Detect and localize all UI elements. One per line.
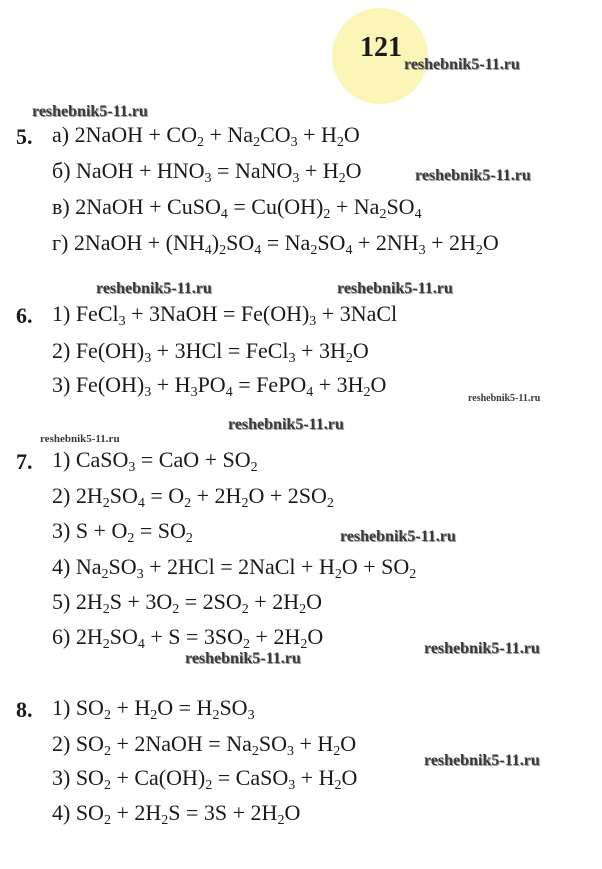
subscript: 3 xyxy=(118,314,126,329)
subscript: 2 xyxy=(184,496,192,511)
equation-line: 5) $2H_2S + 3O_2 = 2SO_2 + 2H_2O$ xyxy=(52,589,322,617)
subscript: 2 xyxy=(102,602,110,617)
subscript: 2 xyxy=(103,708,111,723)
subscript: 2 xyxy=(336,135,344,150)
watermark-text: reshebnik5-11.ru xyxy=(337,280,453,297)
watermark-text: reshebnik5-11.ru xyxy=(404,56,520,73)
subscript: 3 xyxy=(190,385,198,400)
equation-line: 1) CaSO$_3$ = CaO + $SO_2$ xyxy=(52,447,258,475)
subscript: 2 xyxy=(326,496,334,511)
subscript: 2 xyxy=(409,567,417,582)
subscript: 2 xyxy=(345,351,353,366)
subscript: 4 xyxy=(137,637,145,652)
subscript: 4 xyxy=(225,385,233,400)
subscript: 4 xyxy=(345,243,353,258)
equation-line: 3) $Fe(OH)_3 + H_3PO_4$ = FePO$_4$ + $3H_2O$ xyxy=(52,372,387,400)
subscript: 2 xyxy=(338,171,346,186)
subscript: 2 xyxy=(253,135,261,150)
watermark-text: reshebnik5-11.ru xyxy=(32,103,148,120)
subscript: 3 xyxy=(204,171,212,186)
equation-line: 4) $SO_2 + 2H_2S = 3S + 2H_2O$ xyxy=(52,800,301,828)
equation-line: 4) $Na_2SO_3 + 2HCl$ = 2NaCl + $H_2O + SO_2$ xyxy=(52,554,417,582)
watermark-text: reshebnik5-11.ru xyxy=(424,640,540,657)
subscript: 3 xyxy=(292,171,300,186)
subscript: 4 xyxy=(306,385,314,400)
watermark-text: reshebnik5-11.ru xyxy=(424,752,540,769)
subscript: 3 xyxy=(144,351,152,366)
equation-line: 2) $2H_2SO_4 = O_2 + 2H_2O + 2SO_2$ xyxy=(52,483,334,511)
subscript: 4 xyxy=(137,496,145,511)
equation-line: б) NaOH + $HNO_3$ = NaNO$_3$ + $H_2O$ xyxy=(52,158,362,186)
subscript: 3 xyxy=(286,744,294,759)
subscript: 2 xyxy=(150,708,158,723)
equation-line: 2) $SO_2$ + 2NaOH = $Na_2SO_3 + H_2O$ xyxy=(52,731,357,759)
subscript: 2 xyxy=(103,744,111,759)
task-number-7: 7. xyxy=(16,449,33,474)
subscript: 2 xyxy=(241,602,249,617)
subscript: 2 xyxy=(103,813,111,828)
watermark-text: reshebnik5-11.ru xyxy=(185,650,301,667)
subscript: 3 xyxy=(309,314,317,329)
subscript: 2 xyxy=(161,813,169,828)
subscript: 3 xyxy=(247,708,255,723)
subscript: 4 xyxy=(220,207,228,222)
watermark-text: reshebnik5-11.ru xyxy=(228,416,344,433)
subscript: 2 xyxy=(127,531,135,546)
equation-line: 2) $Fe(OH)_3 + 3HCl$ = FeCl$_3$ + $3H_2O$ xyxy=(52,338,369,366)
task-number-8: 8. xyxy=(16,697,33,722)
watermark-text: reshebnik5-11.ru xyxy=(340,528,456,545)
subscript: 2 xyxy=(323,207,331,222)
subscript: 2 xyxy=(250,460,258,475)
subscript: 2 xyxy=(277,813,285,828)
watermark-text: reshebnik5-11.ru xyxy=(96,280,212,297)
subscript: 2 xyxy=(103,778,111,793)
subscript: 3 xyxy=(144,385,152,400)
subscript: 2 xyxy=(172,602,180,617)
subscript: 2 xyxy=(185,531,193,546)
subscript: 2 xyxy=(102,637,110,652)
subscript: 2 xyxy=(334,778,342,793)
subscript: 3 xyxy=(290,135,298,150)
subscript: 2 xyxy=(333,744,341,759)
equation-line: в) 2NaOH + CuSO$_4$ = $Cu(OH)_2 + Na_2SO_4$ xyxy=(52,194,422,222)
equation-line: 6) $2H_2SO_4 + S = 3SO_2 + 2H_2O$ xyxy=(52,624,324,652)
subscript: 4 xyxy=(204,243,212,258)
subscript: 2 xyxy=(205,778,213,793)
task-number-5: 5. xyxy=(16,124,33,149)
subscript: 2 xyxy=(475,243,483,258)
subscript: 2 xyxy=(219,243,227,258)
equation-line: а) 2NaOH + $CO_2 + Na_2CO_3 + H_2O$ xyxy=(52,122,360,150)
subscript: 2 xyxy=(310,243,318,258)
subscript: 2 xyxy=(334,567,342,582)
subscript: 3 xyxy=(288,351,296,366)
subscript: 2 xyxy=(102,496,110,511)
subscript: 2 xyxy=(212,708,220,723)
subscript: 2 xyxy=(379,207,387,222)
subscript: 4 xyxy=(414,207,422,222)
page-number: 121 xyxy=(360,32,402,63)
subscript: 3 xyxy=(136,567,144,582)
subscript: 2 xyxy=(300,637,308,652)
subscript: 2 xyxy=(299,602,307,617)
subscript: 2 xyxy=(251,744,259,759)
watermark-text: reshebnik5-11.ru xyxy=(40,433,120,445)
equation-line: 1) FeCl$_3$ + 3NaOH = $Fe(OH)_3$ + 3NaCl xyxy=(52,301,398,329)
subscript: 3 xyxy=(288,778,296,793)
subscript: 2 xyxy=(197,135,204,150)
subscript: 2 xyxy=(101,567,109,582)
subscript: 2 xyxy=(241,496,249,511)
equation-line: г) 2NaOH + $(NH_4)_2SO_4 = Na_2SO_4 + 2NH_3 + 2H_2O$ xyxy=(52,230,499,258)
equation-line: 1) $SO_2 + H_2O = H_2SO_3$ xyxy=(52,695,255,723)
subscript: 2 xyxy=(243,637,251,652)
equation-line: 3) $S + O_2 = SO_2$ xyxy=(52,518,193,546)
subscript: 2 xyxy=(363,385,371,400)
task-number-6: 6. xyxy=(16,303,33,328)
subscript: 4 xyxy=(254,243,262,258)
watermark-text: reshebnik5-11.ru xyxy=(468,393,541,404)
subscript: 3 xyxy=(418,243,426,258)
watermark-text: reshebnik5-11.ru xyxy=(415,167,531,184)
equation-line: 3) $SO_2 + Ca(OH)_2$ = CaSO$_3$ + $H_2O$ xyxy=(52,765,358,793)
subscript: 3 xyxy=(128,460,136,475)
